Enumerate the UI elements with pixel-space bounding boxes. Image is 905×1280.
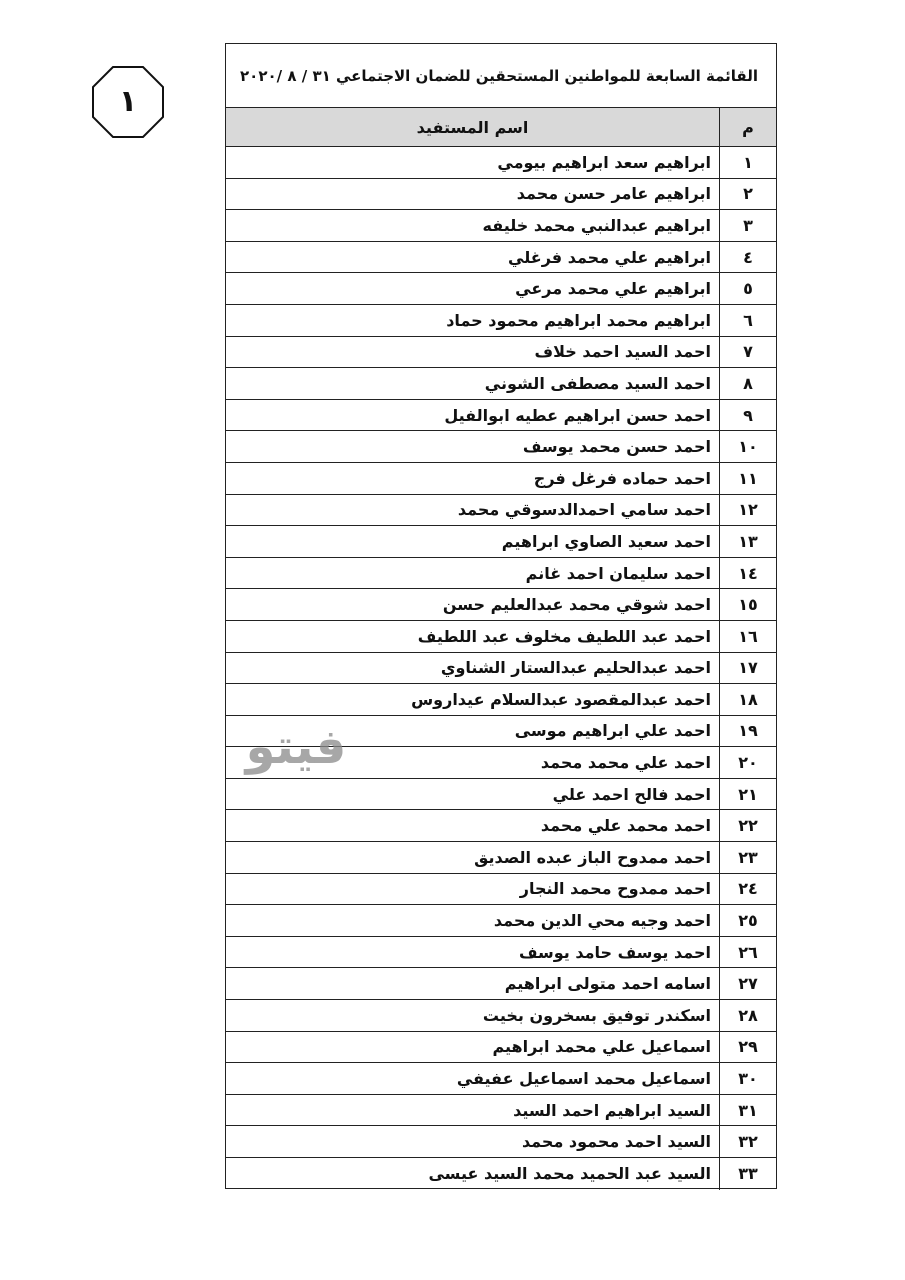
table-row (226, 273, 776, 305)
row-number: ٢٣ (719, 842, 776, 873)
table-row (226, 1063, 776, 1095)
table-row (226, 242, 776, 274)
row-number: ١٨ (719, 684, 776, 715)
row-number: ٢٦ (719, 937, 776, 968)
beneficiary-name: احمد ممدوح الباز عبده الصديق (474, 847, 711, 867)
beneficiary-name: احمد ممدوح محمد النجار (519, 879, 711, 899)
beneficiary-name: ابراهيم علي محمد فرغلي (508, 247, 711, 267)
row-number: ٢٠ (719, 747, 776, 778)
row-number: ٢٨ (719, 1000, 776, 1031)
beneficiary-name: ابراهيم علي محمد مرعي (515, 279, 711, 299)
page-number-badge (92, 66, 164, 138)
table-row (226, 179, 776, 211)
table-row (226, 589, 776, 621)
table-row (226, 653, 776, 685)
beneficiary-name: احمد سليمان احمد غانم (525, 563, 711, 583)
table-row (226, 526, 776, 558)
table-row (226, 1158, 776, 1190)
row-number: ١١ (719, 463, 776, 494)
table-row (226, 495, 776, 527)
table-row (226, 147, 776, 179)
row-number: ١٢ (719, 495, 776, 526)
table-row (226, 337, 776, 369)
table-row (226, 400, 776, 432)
table-row (226, 905, 776, 937)
beneficiary-name: ابراهيم عامر حسن محمد (516, 184, 711, 204)
document-title: القائمة السابعة للمواطنين المستحقين للضمان الاجتماعي ٣١ / ٨ /٢٠٢٠ (226, 44, 776, 108)
table-row (226, 368, 776, 400)
watermark-logo (226, 716, 366, 778)
table-row (226, 1032, 776, 1064)
beneficiary-name: اسماعيل محمد اسماعيل عفيفي (456, 1069, 711, 1089)
row-number: ٥ (719, 273, 776, 304)
table-row (226, 968, 776, 1000)
beneficiary-name: احمد سامي احمدالدسوقي محمد (457, 500, 711, 520)
beneficiary-name: اسكندر توفيق بسخرون بخيت (482, 1005, 711, 1025)
row-number: ٣١ (719, 1095, 776, 1126)
beneficiary-name: احمد السيد احمد خلاف (534, 342, 711, 362)
beneficiary-name: ابراهيم عبدالنبي محمد خليفه (482, 215, 711, 235)
table-row (226, 210, 776, 242)
row-number: ١٩ (719, 716, 776, 747)
table-row (226, 684, 776, 716)
beneficiary-name: احمد عبدالمقصود عبدالسلام عيداروس (411, 689, 711, 709)
beneficiary-name: احمد السيد مصطفى الشوني (484, 373, 711, 393)
beneficiary-name: ابراهيم سعد ابراهيم بيومي (497, 152, 711, 172)
table-row (226, 810, 776, 842)
table-row (226, 1126, 776, 1158)
beneficiary-name: احمد شوقي محمد عبدالعليم حسن (442, 595, 711, 615)
table-body (226, 147, 776, 1190)
beneficiary-name: احمد علي ابراهيم موسى (514, 721, 711, 741)
row-number: ١ (719, 147, 776, 178)
row-number: ٢٩ (719, 1032, 776, 1063)
beneficiary-name: احمد سعيد الصاوي ابراهيم (501, 531, 711, 551)
beneficiary-name: احمد عبدالحليم عبدالستار الشناوي (440, 658, 711, 678)
row-number: ٢٧ (719, 968, 776, 999)
row-number: ٣٠ (719, 1063, 776, 1094)
row-number: ١٠ (719, 431, 776, 462)
beneficiary-name: احمد عبد اللطيف مخلوف عبد اللطيف (417, 626, 711, 646)
row-number: ١٣ (719, 526, 776, 557)
table-row (226, 779, 776, 811)
row-number: ٤ (719, 242, 776, 273)
beneficiary-name: احمد علي محمد محمد (540, 753, 711, 773)
page-number: ١ (118, 84, 138, 119)
row-number: ٨ (719, 368, 776, 399)
header-number: م (719, 108, 776, 146)
watermark-text: فيتو (245, 719, 347, 775)
table-row (226, 874, 776, 906)
row-number: ٢١ (719, 779, 776, 810)
table-row (226, 431, 776, 463)
row-number: ٣٣ (719, 1158, 776, 1190)
beneficiary-name: احمد يوسف حامد يوسف (518, 942, 711, 962)
beneficiaries-table (225, 43, 777, 1189)
row-number: ١٦ (719, 621, 776, 652)
beneficiary-name: احمد محمد علي محمد (540, 816, 711, 836)
beneficiary-name: اسماعيل علي محمد ابراهيم (492, 1037, 711, 1057)
table-row (226, 558, 776, 590)
beneficiary-name: احمد حسن محمد يوسف (522, 437, 711, 457)
row-number: ٢٢ (719, 810, 776, 841)
beneficiary-name: ابراهيم محمد ابراهيم محمود حماد (446, 310, 711, 330)
beneficiary-name: السيد احمد محمود محمد (521, 1132, 711, 1152)
row-number: ١٧ (719, 653, 776, 684)
row-number: ١٤ (719, 558, 776, 589)
row-number: ٩ (719, 400, 776, 431)
row-number: ٢٥ (719, 905, 776, 936)
table-row (226, 1095, 776, 1127)
row-number: ٧ (719, 337, 776, 368)
beneficiary-name: السيد ابراهيم احمد السيد (513, 1100, 711, 1120)
row-number: ٢ (719, 179, 776, 210)
table-row (226, 463, 776, 495)
row-number: ٣ (719, 210, 776, 241)
table-row (226, 937, 776, 969)
table-row (226, 305, 776, 337)
header-name: اسم المستفيد (416, 117, 529, 137)
beneficiary-name: احمد حسن ابراهيم عطيه ابوالفيل (444, 405, 711, 425)
table-row (226, 842, 776, 874)
beneficiary-name: احمد فالح احمد علي (552, 784, 711, 804)
beneficiary-name: السيد عبد الحميد محمد السيد عيسى (428, 1164, 711, 1184)
table-header (226, 108, 776, 147)
row-number: ٦ (719, 305, 776, 336)
row-number: ١٥ (719, 589, 776, 620)
row-number: ٢٤ (719, 874, 776, 905)
beneficiary-name: احمد حماده فرغل فرج (533, 468, 711, 488)
row-number: ٣٢ (719, 1126, 776, 1157)
table-row (226, 621, 776, 653)
beneficiary-name: احمد وجيه محي الدين محمد (493, 911, 711, 931)
table-row (226, 1000, 776, 1032)
beneficiary-name: اسامه احمد متولى ابراهيم (504, 974, 711, 994)
